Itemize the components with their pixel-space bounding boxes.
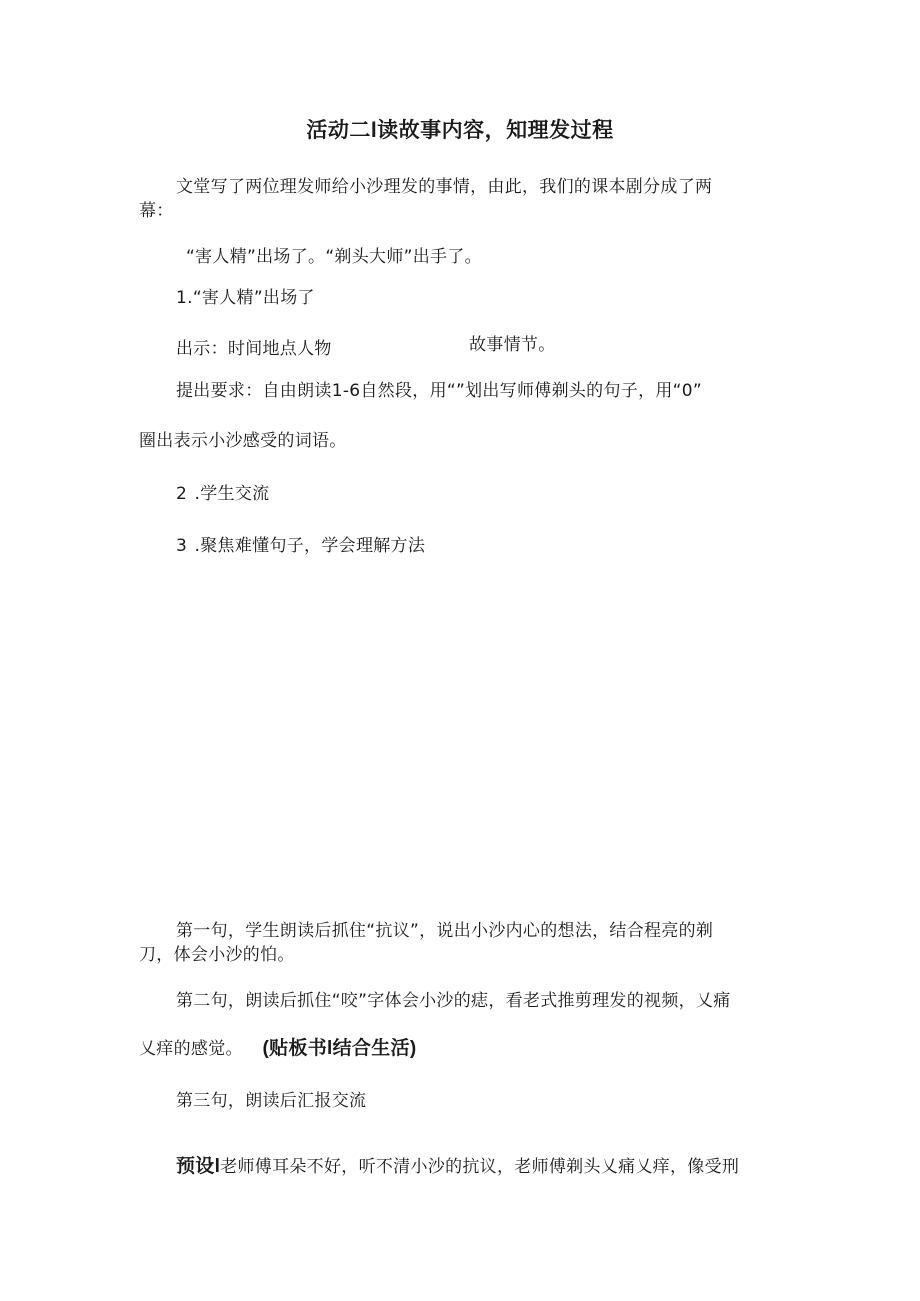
sentence-2-line-1: 第二句，朗读后抓住“咬”字体会小沙的痣，看老式推剪理发的视频，乂痛	[176, 991, 731, 1011]
list-item-2-number: 2	[176, 484, 189, 504]
intro-line-2: 幕：	[139, 201, 174, 221]
sentence-1-line-1: 第一句，学生朗读后抓住“抗议”，说出小沙内心的想法，结合程亮的剃	[176, 921, 714, 941]
intro-line-1: 文堂写了两位理发师给小沙理发的事情，由此，我们的课本剧分成了两	[176, 177, 713, 197]
list-item-3-number: 3	[176, 536, 189, 556]
requirement-line-2: 圈出表示小沙感受的词语。	[139, 431, 347, 451]
preset-text: 老师傅耳朵不好，听不清小沙的抗议，老师傅剃头乂痛乂痒，像受刑	[220, 1157, 740, 1177]
plot-label: 故事情节。	[469, 335, 556, 355]
sentence-2-line-2-text: 乂痒的感觉。	[139, 1039, 243, 1059]
requirement-line-1: 提出要求：自由朗读1-6自然段，用“”划出写师傅剃头的句子，用“0”	[176, 381, 703, 401]
preset-label: 预设l	[176, 1156, 221, 1177]
show-label: 出示：时间地点人物	[176, 339, 332, 359]
preset-line	[176, 1156, 739, 1178]
list-item-3	[176, 535, 425, 557]
list-item-3-text: .聚焦难懂句子，学会理解方法	[194, 536, 426, 556]
acts-line: “害人精”出场了。“剃头大师”出手了。	[186, 247, 482, 267]
sentence-3: 第三句，朗读后汇报交流	[176, 1091, 367, 1111]
sentence-1-line-2: 刀，体会小沙的怕。	[139, 945, 295, 965]
list-item-2-text: .学生交流	[194, 484, 270, 504]
page-title: 活动二l读故事内容，知理发过程	[306, 119, 614, 142]
list-item-2	[176, 483, 269, 505]
sentence-2-line-2	[139, 1038, 416, 1060]
board-note: (贴板书l结合生活)	[262, 1038, 417, 1059]
list-item-1: 1.“害人精”出场了	[176, 288, 315, 308]
